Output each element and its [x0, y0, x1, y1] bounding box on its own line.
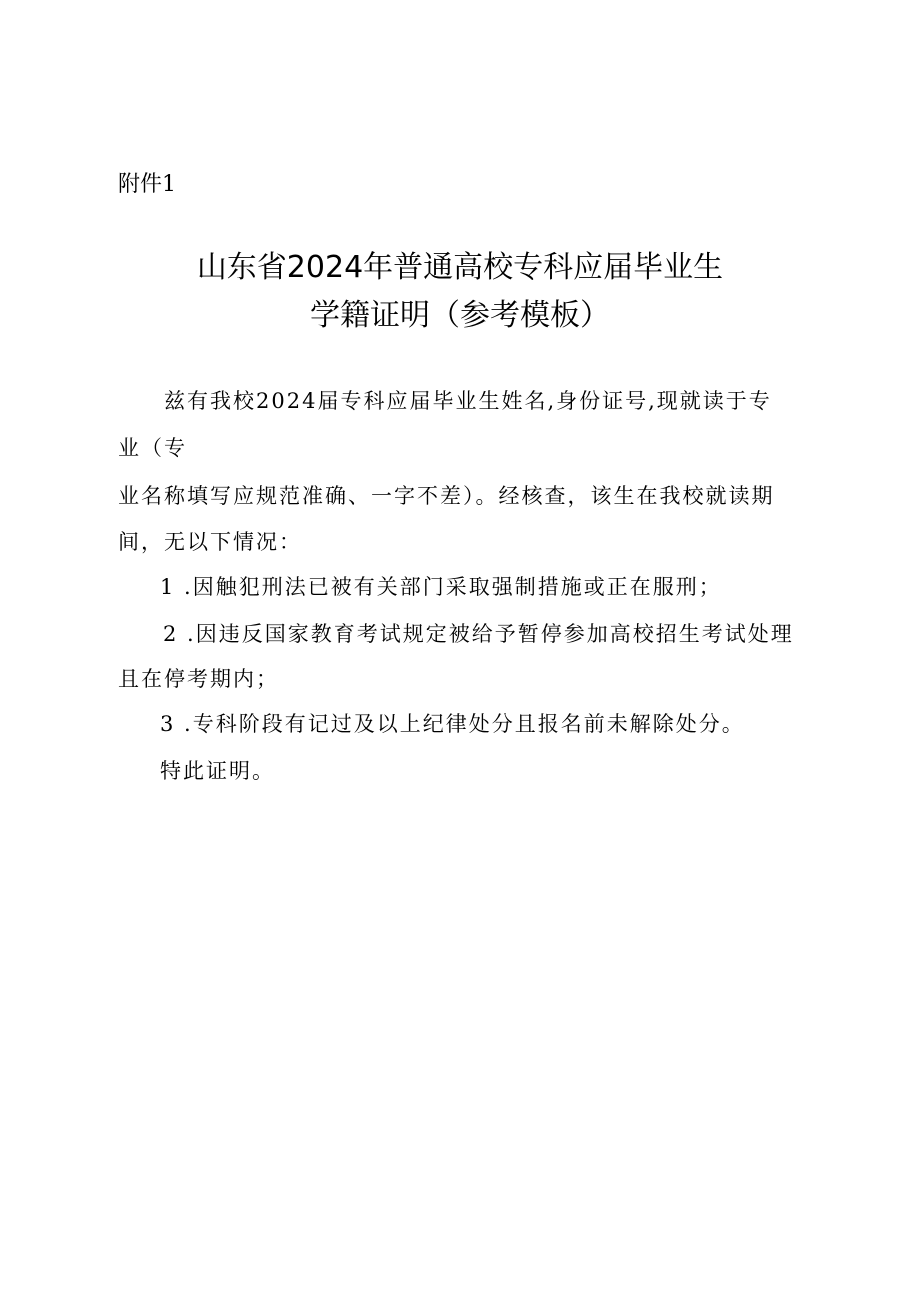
intro-line-4: 间，无以下情况：	[118, 530, 302, 554]
intro-line-1: 兹有我校2024届专科应届毕业生姓名,身份证号,现就读于专	[164, 389, 772, 413]
closing-statement: 特此证明。	[160, 759, 275, 783]
condition-item-3: 3 .专科阶段有记过及以上纪律处分且报名前未解除处分。	[160, 712, 745, 736]
attachment-label: 附件1	[118, 172, 176, 197]
condition-item-2-line-1: 2 .因违反国家教育考试规定被给予暂停参加高校招生考试处理	[163, 622, 794, 646]
document-title-line-1: 山东省2024年普通高校专科应届毕业生	[196, 250, 724, 285]
condition-item-2-line-2: 且在停考期内；	[118, 667, 279, 691]
document-title-line-2: 学籍证明（参考模板）	[310, 298, 610, 333]
condition-item-1: 1 .因触犯刑法已被有关部门采取强制措施或正在服刑；	[160, 575, 722, 599]
intro-line-3: 业名称填写应规范准确、一字不差）。经核查，该生在我校就读期	[118, 484, 775, 508]
intro-line-2: 业（专	[118, 436, 187, 460]
